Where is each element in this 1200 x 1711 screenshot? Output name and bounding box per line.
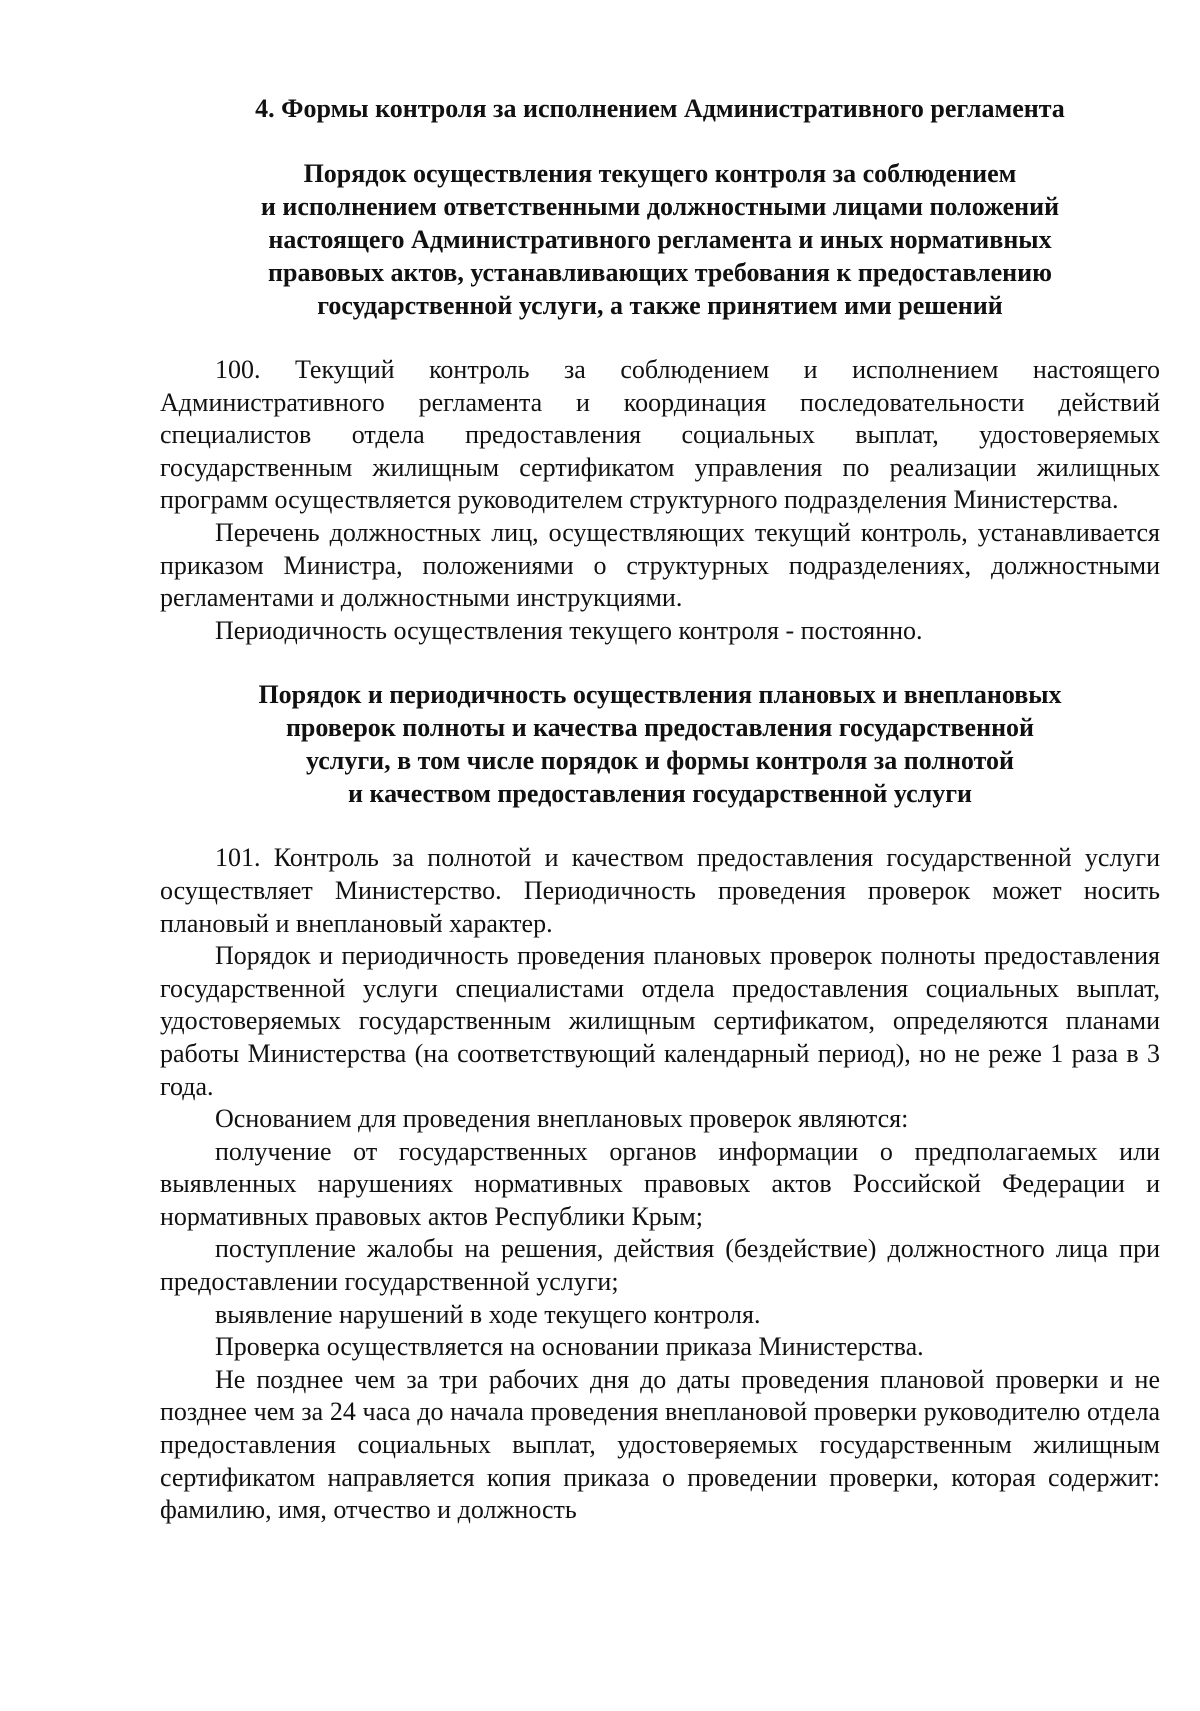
subheading-inspections [160, 678, 1160, 810]
subheading-line: Порядок осуществления текущего контроля за соблюдением [303, 159, 1017, 188]
subheading-line: проверок полноты и качества предоставления государственной [285, 713, 1035, 743]
subheading-line: и качеством предоставления государственной услуги [348, 779, 972, 809]
subheading-current-control [160, 157, 1160, 322]
subheading-line: услуги, в том числе порядок и формы контроля за полнотой [306, 746, 1014, 776]
subheading-line: правовых актов, устанавливающих требования к предоставлению [268, 258, 1052, 287]
paragraph-101: 101. Контроль за полнотой и качеством предоставления государственной услуги осуществляет Министерство. Периодичность проведения проверок может носить плановый и внеплановый характер. [160, 843, 1160, 938]
paragraph-100: 100. Текущий контроль за соблюдением и исполнением настоящего Административного регламента и координация последовательности действий специалистов отдела предоставления социальных выплат, удостоверяемых государственным жилищным сертификатом управления по реализации жилищных программ осуществляется руководителем структурного подразделения Министерства. [160, 355, 1160, 515]
paragraph-officials-list: Перечень должностных лиц, осуществляющих текущий контроль, устанавливается приказом Министра, положениями о структурных подразделениях, должностными регламентами и должностными инструкциями. [160, 517, 1160, 613]
paragraph-periodicity: Периодичность осуществления текущего контроля - постоянно. [215, 615, 923, 645]
paragraph-ground-information: получение от государственных органов информации о предполагаемых или выявленных нарушениях нормативных правовых актов Российской Федерации и нормативных правовых актов Республики Крым; [160, 1136, 1160, 1231]
paragraph-unplanned-grounds: Основанием для проведения внеплановых проверок являются: [215, 1104, 909, 1134]
paragraph-notice-deadline: Не позднее чем за три рабочих дня до даты проведения плановой проверки и не позднее чем за 24 часа до начала проведения внеплановой проверки руководителю отдела предоставления социальных выплат, удостоверяемых государственным жилищным сертификатом направляется копия приказа о проведении проверки, которая содержит: фамилию, имя, отчество и должность [160, 1364, 1160, 1525]
document-page [160, 92, 1160, 1527]
paragraph-ground-complaint: поступление жалобы на решения, действия (бездействие) должностного лица при предоставлении государственной услуги; [160, 1234, 1160, 1297]
section-title: 4. Формы контроля за исполнением Административного регламента [255, 94, 1065, 123]
subheading-line: Порядок и периодичность осуществления плановых и внеплановых [258, 680, 1062, 710]
subheading-line: и исполнением ответственными должностными лицами положений [260, 192, 1060, 221]
paragraph-order-basis: Проверка осуществляется на основании приказа Министерства. [215, 1332, 924, 1362]
subheading-line: настоящего Административного регламента и иных нормативных [268, 225, 1052, 254]
subheading-line: государственной услуги, а также принятием ими решений [317, 291, 1003, 320]
paragraph-planned-inspections: Порядок и периодичность проведения плановых проверок полноты предоставления государственной услуги специалистами отдела предоставления социальных выплат, удостоверяемых государственным жилищным сертификатом, определяются планами работы Министерства (на соответствующий календарный период), но не реже 1 раза в 3 года. [160, 941, 1160, 1101]
paragraph-ground-violations: выявление нарушений в ходе текущего контроля. [215, 1299, 761, 1329]
